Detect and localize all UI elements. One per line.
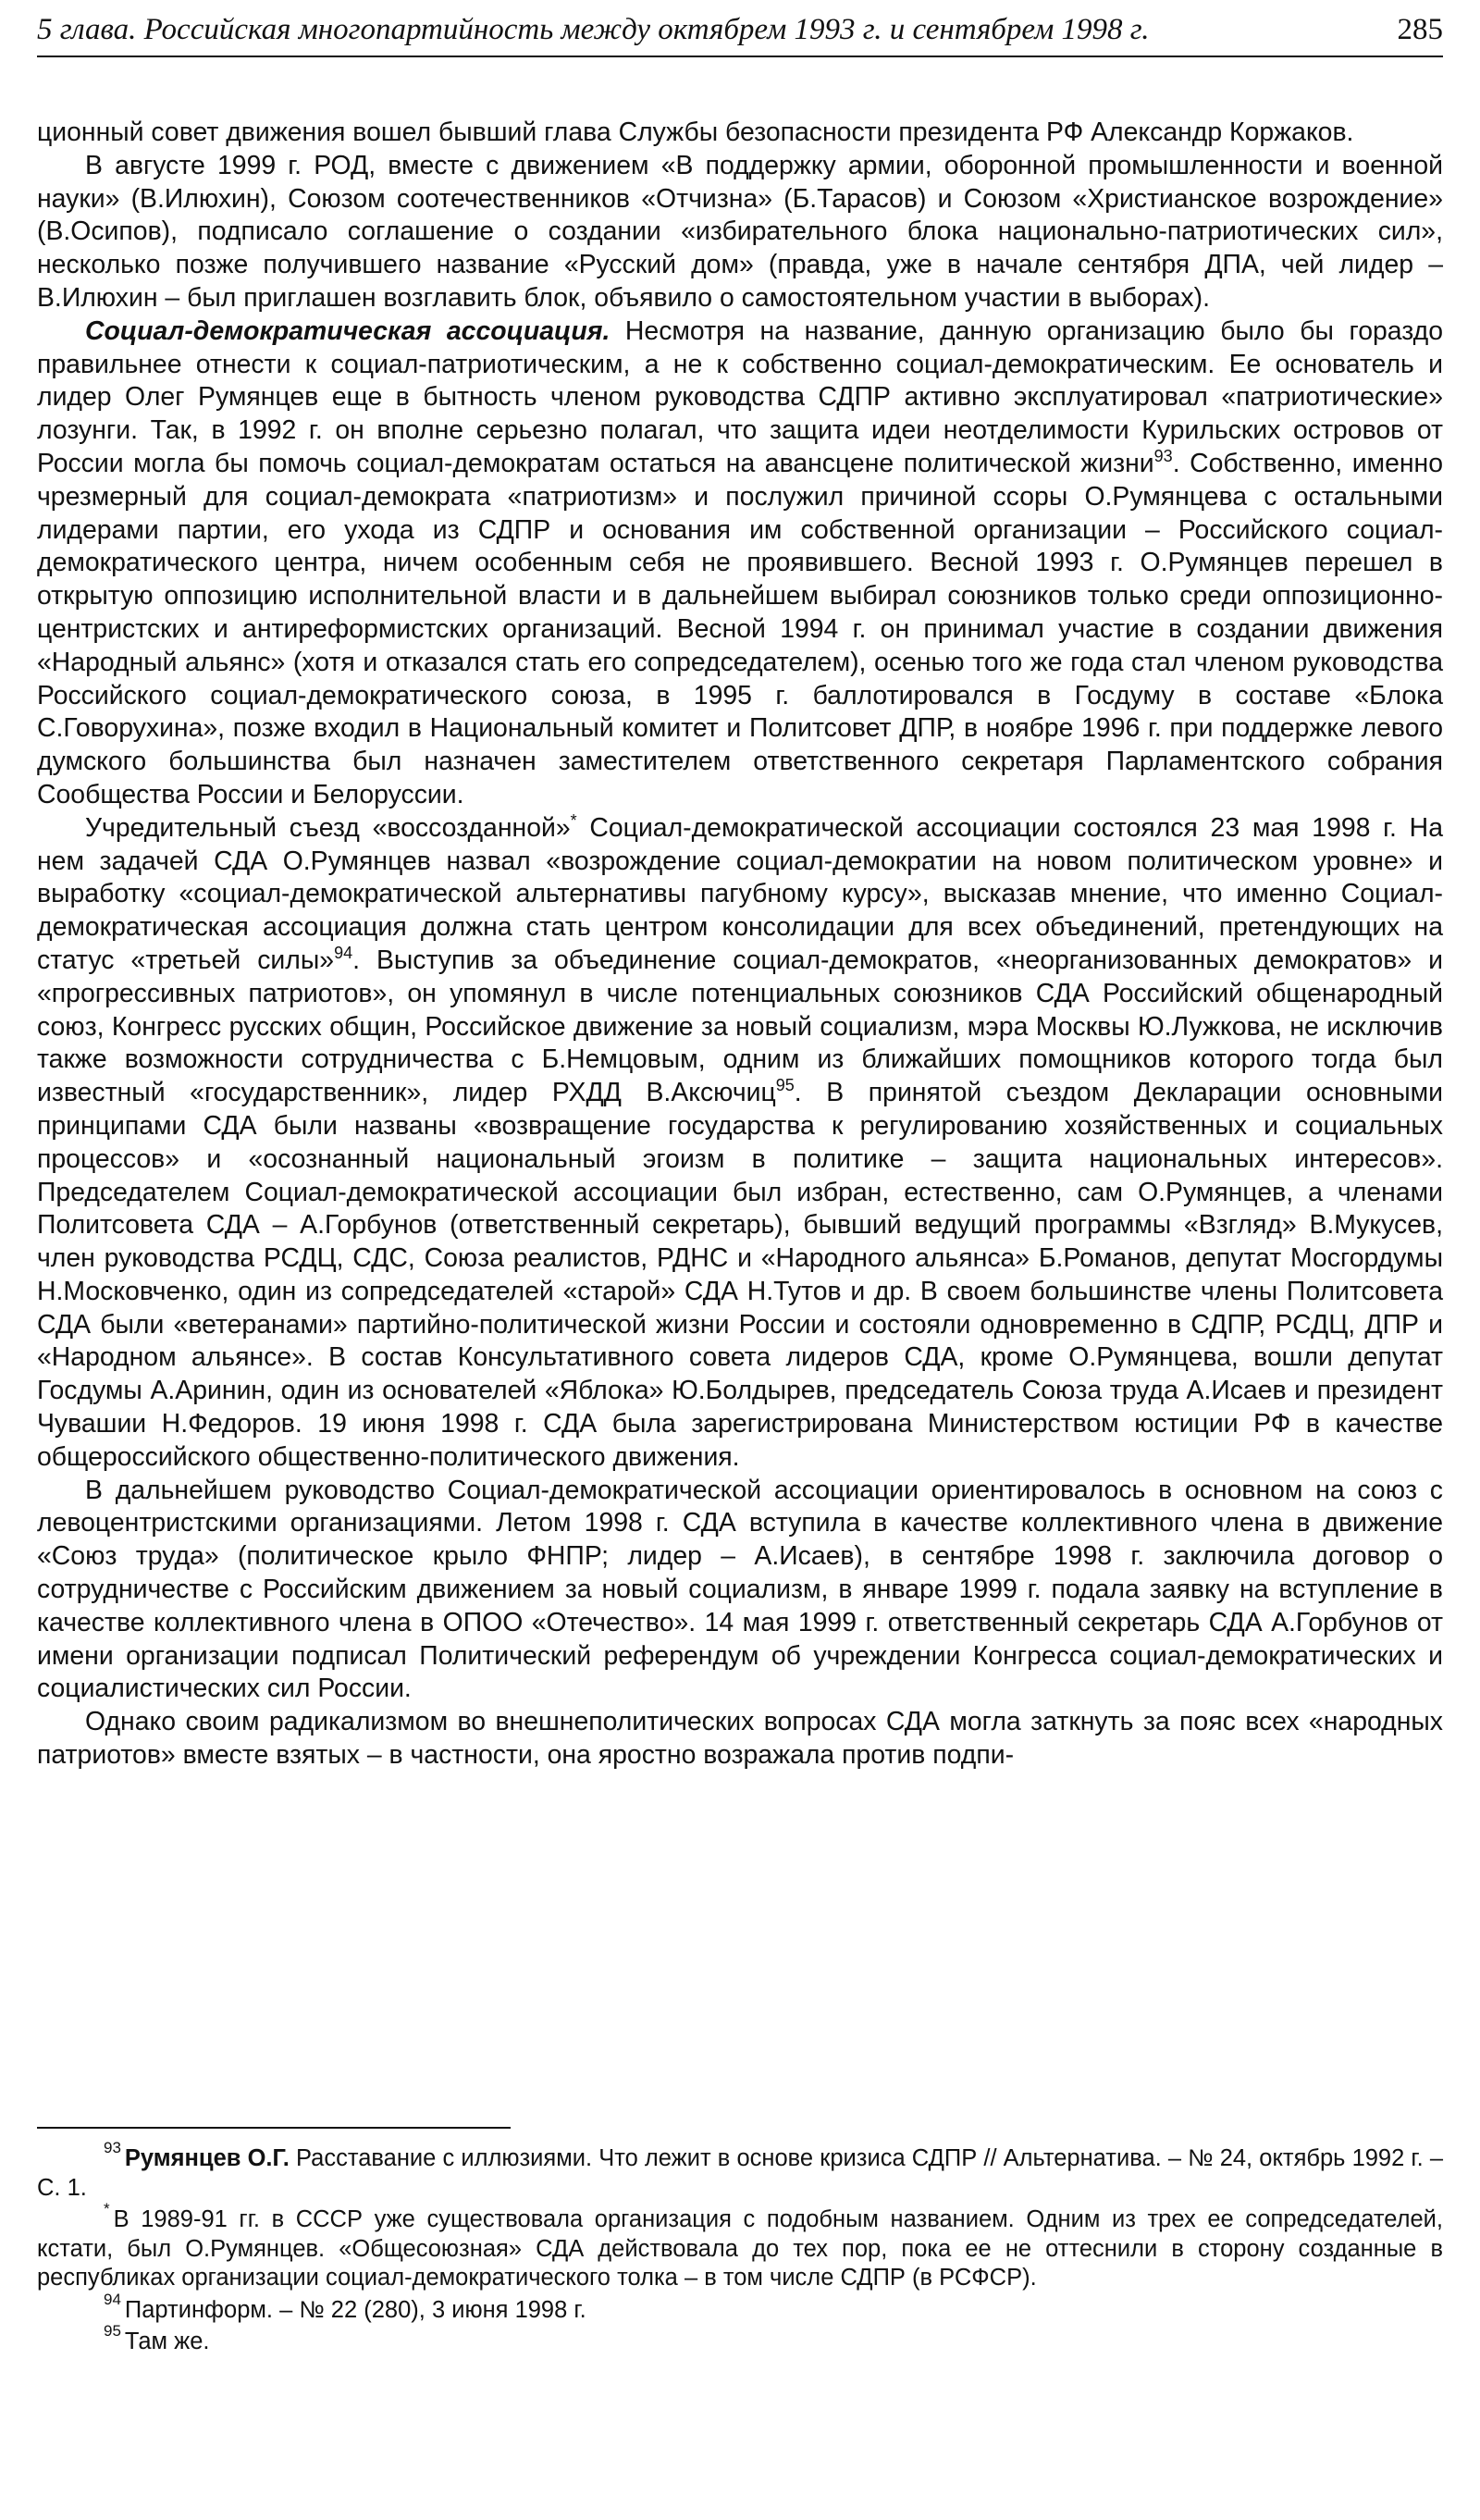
paragraph: ционный совет движения вошел бывший глава Службы безопасности президента РФ Александр Коржаков. (37, 117, 1354, 147)
footnote-number: 94 (104, 2290, 121, 2308)
paragraph: В дальнейшем руководство Социал-демократической ассоциации ориентировалось в основном на союз с левоцентристскими организациями. Летом 1998 г. СДА вступила в качестве коллективного члена в движение «Союз труда» (политическое крыло ФНПР; лидер – А.Исаев), в сентябре 1998 г. заключила договор о сотрудничестве с Российским движением за новый социализм, в январе 1999 г. подала заявку на вступление в качестве коллективного члена в ОПОО «Отечество». 14 мая 1999 г. ответственный секретарь СДА А.Горбунов от имени организации подписал Политический референдум об учреждении Конгресса социал-демократических и социалистических сил России. (37, 1475, 1443, 1704)
footnote-text: В 1989-91 гг. в СССР уже существовала организация с подобным названием. Одним из трех ее сопредседателей, кстати, был О.Румянцев. «Общесоюзная» СДА действовала до тех пор, пока ее не оттеснили в сторону созданные в республиках организации социал-демократического толка – в том числе СДПР (в РСФСР). (37, 2206, 1443, 2291)
chapter-title: 5 глава. Российская многопартийность между октябрем 1993 г. и сентябрем 1998 г. (37, 13, 1150, 46)
header-divider (37, 56, 1443, 57)
footnote-text: Там же. (124, 2329, 210, 2354)
paragraph-text: Несмотря на название, данную организацию было бы гораздо правильнее отнести к социал-патриотическим, а не к собственно социал-демократическим. Ее основатель и лидер Олег Румянцев еще в бытность членом руководства СДПР активно эксплуатировал «патриотические» лозунги. Так, в 1992 г. он вполне серьезно полагал, что защита идеи неотделимости Курильских островов от России могла бы помочь социал-демократам остаться на авансцене политической жизни (37, 315, 1443, 478)
footnote-text: Расставание с иллюзиями. Что лежит в основе кризиса СДПР // Альтернатива. – № 24, октябрь 1992 г. – С. 1. (37, 2145, 1443, 2201)
paragraph-text: Социал-демократической ассоциации состоялся 23 мая 1998 г. На нем задачей СДА О.Румянцев назвал «возрождение социал-демократии на новом политическом уровне» и выработку «социал-демократической альтернативы пагубному курсу», высказав мнение, что именно Социал-демократическая ассоциация должна стать центром консолидации для всех объединений, претендующих на статус «третьей силы» (37, 812, 1443, 975)
footnote-text: Партинформ. – № 22 (280), 3 июня 1998 г. (124, 2296, 586, 2323)
paragraph-text: . В принятой съездом Декларации основными принципами СДА были названы «возвращение государства к регулированию хозяйственных и социальных процессов» и «осознанный национальный эгоизм в политике – защита национальных интересов». Председателем Социал-демократической ассоциации был избран, естественно, сам О.Румянцев, а членами Политсовета СДА – А.Горбунов (ответственный секретарь), бывший ведущий программы «Взгляд» В.Мукусев, член руководства РСДЦ, СДС, Союза реалистов, РДНС и «Народного альянса» Б.Романов, депутат Мосгордумы Н.Московченко, один из сопредседателей «старой» СДА Н.Тутов и др. В своем большинстве члены Политсовета СДА были «ветеранами» партийно-политической жизни России и состояли одновременно в СДПР, РСДЦ, ДПР и «Народном альянсе». В состав Консультативного совета лидеров СДА, кроме О.Румянцева, вошли депутат Госдумы А.Аринин, один из основателей «Яблока» Ю.Болдырев, председатель Союза труда А.Исаев и президент Чувашии Н.Федоров. 19 июня 1998 г. СДА была зарегистрирована Министерством юстиции РФ в качестве общероссийского общественно-политического движения. (37, 1078, 1443, 1472)
footnote-number: * (104, 2200, 110, 2217)
footnote-ref[interactable]: 95 (775, 1076, 795, 1095)
footnote (37, 2290, 1443, 2326)
footnote (37, 2139, 1443, 2203)
main-text (37, 117, 1443, 1773)
paragraph-text: . Собственно, именно чрезмерный для социал-демократа «патриотизм» и послужил причиной ссоры О.Румянцева с остальными лидерами партии, его ухода из СДПР и основания им собственной организации – Российского социал-демократического центра, ничем особенным себя не проявившего. Весной 1993 г. О.Румянцев перешел в открытую оппозицию исполнительной власти и в дальнейшем выбирал союзников только среди оппозиционно-центристских и антиреформистских организаций. Весной 1994 г. он принимал участие в создании движения «Народный альянс» (хотя и отказался стать его сопредседателем), осенью того же года стал членом руководства Российского социал-демократического союза, в 1995 г. баллотировался в Госдуму в составе «Блока С.Говорухина», позже входил в Национальный комитет и Политсовет ДПР, в ноябре 1996 г. при поддержке левого думского большинства был назначен заместителем ответственного секретаря Парламентского собрания Сообщества России и Белоруссии. (37, 448, 1444, 809)
paragraph (37, 812, 1443, 1475)
paragraph: Однако своим радикализмом во внешнеполитических вопросах СДА могла заткнуть за пояс всех «народных патриотов» вместе взятых – в частности, она яростно возражала против подпи- (37, 1707, 1443, 1771)
paragraph-text: . Выступив за объединение социал-демократов, «неорганизованных демократов» и «прогрессивных патриотов», он упомянул в числе потенциальных союзников СДА Российский общенародный союз, Конгресс русских общин, Российское движение за новый социализм, мэра Москвы Ю.Лужкова, не исключив также возможности сотрудничества с Б.Немцовым, одним из ближайших помощников которого тогда был известный «государственник», лидер РХДД В.Аксючиц (37, 945, 1443, 1108)
footnote-ref[interactable]: 93 (1153, 446, 1173, 465)
footnote-number: 93 (104, 2139, 121, 2156)
section-heading: Социал-демократическая ассоциация. (85, 315, 610, 346)
footnote-number: 95 (104, 2322, 121, 2340)
running-header (37, 7, 1443, 57)
book-page (37, 0, 1443, 2520)
page-number: 285 (1397, 13, 1443, 46)
footnote-author: Румянцев О.Г. (124, 2145, 290, 2171)
footnote-divider (37, 2127, 511, 2129)
paragraph (37, 315, 1443, 812)
footnote (37, 2200, 1443, 2293)
footnote-ref[interactable]: * (570, 810, 577, 830)
footnote (37, 2322, 1443, 2357)
paragraph: В августе 1999 г. РОД, вместе с движением «В поддержку армии, оборонной промышленности и военной науки» (В.Илюхин), Союзом соотечественников «Отчизна» (Б.Тарасов) и Союзом «Христианское возрождение» (В.Осипов), подписало соглашение о создании «избирательного блока национально-патриотических сил», несколько позже получившего название «Русский дом» (правда, уже в начале сентября ДПА, чей лидер – В.Илюхин – был приглашен возглавить блок, объявило о самостоятельном участии в выборах). (37, 150, 1443, 313)
footnote-ref[interactable]: 94 (334, 943, 353, 962)
paragraph-text: Учредительный съезд «воссозданной» (85, 812, 571, 843)
footnotes (37, 2139, 1443, 2360)
